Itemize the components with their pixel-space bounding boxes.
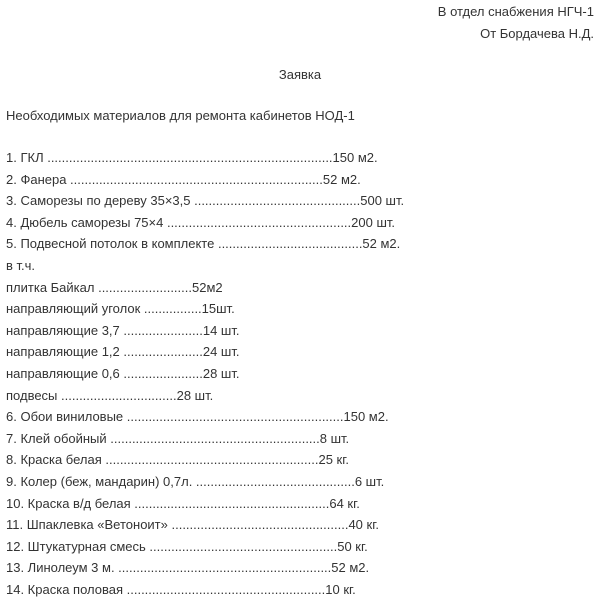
list-item: 2. Фанера ......................................................................52 м2. [6,171,361,187]
list-item: 8. Краска белая ...........................................................25 кг. [6,452,349,468]
list-item: 9. Колер (беж, мандарин) 0,7л. ............................................6 шт. [6,473,385,489]
list-item: 4. Дюбель саморезы 75×4 ...................................................200 шт. [6,214,396,230]
recipient-line: В отдел снабжения НГЧ-1 [437,4,594,19]
list-item: направляющие 3,7 ......................14 шт. [6,322,240,338]
list-item: 12. Штукатурная смесь ....................................................50 кг. [6,538,368,554]
list-item: 5. Подвесной потолок в комплекте ........................................52 м2. [6,236,401,252]
list-item: 1. ГКЛ ...............................................................................150 м2. [6,150,378,165]
sender-line: От Бордачева Н.Д. [480,26,594,41]
list-item: 11. Шпаклевка «Ветоноит» .................................................40 кг. [6,517,379,533]
document-subtitle: Необходимых материалов для ремонта кабинетов НОД-1 [6,108,355,123]
list-item: плитка Байкал ..........................52м2 [6,279,223,295]
list-item: подвесы ................................28 шт. [6,387,214,403]
list-item: 13. Линолеум 3 м. ...........................................................52 м2. [6,560,370,576]
list-item: 10. Краска в/д белая ......................................................64 кг. [6,495,360,511]
list-item: направляющие 1,2 ......................24 шт. [6,344,240,360]
list-item: направляющий уголок ................15шт. [6,301,235,317]
list-item: направляющие 0,6 ......................28 шт. [6,365,240,381]
document-title: Заявка [278,67,322,82]
list-item: в т.ч. [6,257,36,273]
list-item: 3. Саморезы по дереву 35×3,5 ..............................................500 шт. [6,193,405,209]
list-item: 14. Краска половая .......................................................10 кг. [6,581,356,597]
materials-list [6,149,404,602]
list-item: 6. Обои виниловые ............................................................150 м2. [6,409,389,425]
list-item: 7. Клей обойный ..........................................................8 шт. [6,430,350,446]
